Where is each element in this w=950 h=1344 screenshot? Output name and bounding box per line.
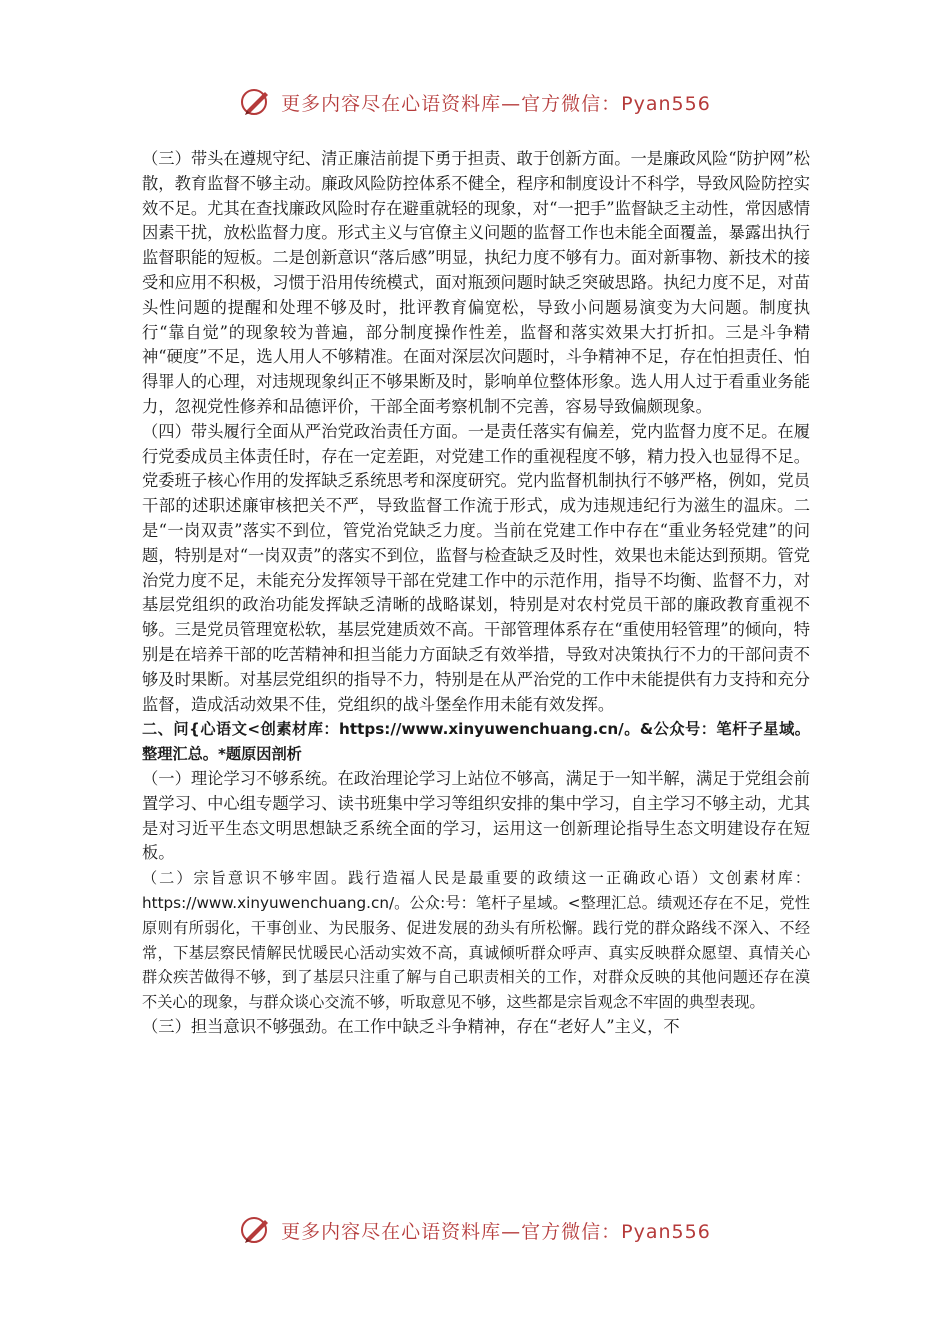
document-body: [142, 147, 810, 1040]
paragraph-purpose-awareness: （二）宗旨意识不够牢固。践行造福人民是最重要的政绩这一正确政心语）文创素材库：https://www.xinyuwenchuang.cn/。公众:号：笔杆子星域。<整理汇总。绩观还存在不足，党性原则有所弱化，干事创业、为民服务、促进发展的劲头有所松懈。践行党的群众路线不深入、不经常，下基层察民情解民忧暖民心活动实效不高，真诚倾听群众呼声、真实反映群众愿望、真情关心群众疾苦做得不够，到了基层只注重了解与自己职责相关的工作，对群众反映的其他问题还存在漠不关心的现象，与群众谈心交流不够，听取意见不够，这些都是宗旨观念不牢固的典型表现。: [142, 869, 810, 1012]
pen-logo-icon: [239, 1213, 273, 1247]
footer-watermark-banner: [0, 1210, 950, 1250]
footer-watermark-text: 更多内容尽在心语资料库—官方微信：Pyan556: [281, 1220, 711, 1243]
paragraph-theory-study: （一）理论学习不够系统。在政治理论学习上站位不够高，满足于一知半解，满足于党组会前置学习、中心组专题学习、读书班集中学习等组织安排的集中学习，自主学习不够主动，尤其是对习近平生态文明思想缺乏系统全面的学习，运用这一创新理论指导生态文明建设存在短板。: [142, 768, 810, 863]
paragraph-section-3: （三）带头在遵规守纪、清正廉洁前提下勇于担责、敢于创新方面。一是廉政风险“防护网”松散，教育监督不够主动。廉政风险防控体系不健全，程序和制度设计不科学，导致风险防控实效不足。尤其在查找廉政风险时存在避重就轻的现象，对“一把手”监督缺乏主动性，常因感情因素干扰，放松监督力度。形式主义与官僚主义问题的监督工作也未能全面覆盖，暴露出执行监督职能的短板。二是创新意识“落后感”明显，执纪力度不够有力。面对新事物、新技术的接受和应用不积极，习惯于沿用传统模式，面对瓶颈问题时缺乏突破思路。执纪力度不足，对苗头性问题的提醒和处理不够及时，批评教育偏宽松，导致小问题易演变为大问题。制度执行“靠自觉”的现象较为普遍，部分制度操作性差，监督和落实效果大打折扣。三是斗争精神“硬度”不足，选人用人不够精准。在面对深层次问题时，斗争精神不足，存在怕担责任、怕得罪人的心理，对违规现象纠正不够果断及时，影响单位整体形象。选人用人过于看重业务能力，忽视党性修养和品德评价，干部全面考察机制不完善，容易导致偏颇现象。: [142, 149, 810, 416]
paragraph-responsibility-awareness: （三）担当意识不够强劲。在工作中缺乏斗争精神，存在“老好人”主义，不: [142, 1016, 680, 1036]
paragraph-section-4: （四）带头履行全面从严治党政治责任方面。一是责任落实有偏差，党内监督力度不足。在履行党委成员主体责任时，存在一定差距，对党建工作的重视程度不够，精力投入也显得不足。党委班子核心作用的发挥缺乏系统思考和深度研究。党内监督机制执行不够严格，例如，党员干部的述职述廉审核把关不严，导致监督工作流于形式，成为违规违纪行为滋生的温床。二是“一岗双责”落实不到位，管党治党缺乏力度。当前在党建工作中存在“重业务轻党建”的问题，特别是对“一岗双责”的落实不到位，监督与检查缺乏及时性，效果也未能达到预期。管党治党力度不足，未能充分发挥领导干部在党建工作中的示范作用，指导不均衡、监督不力，对基层党组织的政治功能发挥缺乏清晰的战略谋划，特别是对农村党员干部的廉政教育重视不够。三是党员管理宽松软，基层党建质效不高。干部管理体系存在“重使用轻管理”的倾向，特别是在培养干部的吃苦精神和担当能力方面缺乏有效举措，导致对决策执行不力的干部问责不够及时果断。对基层党组织的指导不力，特别是在从严治党的工作中未能提供有力支持和充分监督，造成活动效果不佳，党组织的战斗堡垒作用未能有效发挥。: [142, 421, 810, 714]
header-watermark-banner: [0, 82, 950, 122]
pen-logo-icon: [239, 85, 273, 119]
heading-cause-analysis: 二、问{心语文<创素材库：https://www.xinyuwenchuang.cn/。&公众号：笔杆子星域。整理汇总。*题原因剖析: [142, 720, 810, 764]
header-watermark-text: 更多内容尽在心语资料库—官方微信：Pyan556: [281, 92, 711, 115]
